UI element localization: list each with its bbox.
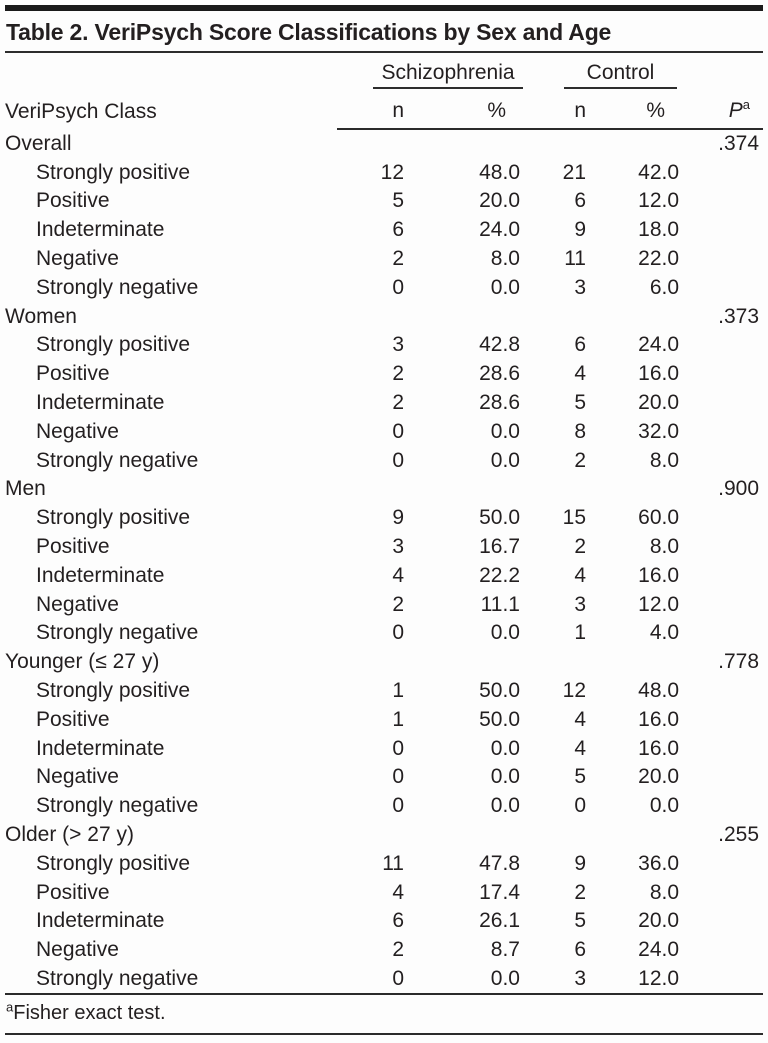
row-label: Indeterminate (36, 736, 165, 760)
column-group-control (524, 53, 683, 89)
cell-n-schizophrenia: 2 (392, 391, 404, 415)
cell-n-control (524, 820, 590, 849)
cell-n-control: 11 (564, 247, 586, 271)
row-label: Strongly positive (36, 506, 191, 530)
cell-p-value (683, 417, 763, 446)
data-row (5, 532, 763, 561)
column-group-label: Control (564, 61, 677, 89)
cell-p-value (683, 158, 763, 187)
cell-pct-schizophrenia (408, 820, 524, 849)
data-row (5, 561, 763, 590)
cell-pct-schizophrenia: 22.2 (479, 563, 520, 587)
data-row (5, 446, 763, 475)
cell-n-control: 6 (574, 333, 586, 357)
cell-p-value (683, 388, 763, 417)
cell-p-value (683, 705, 763, 734)
cell-n-schizophrenia: 11 (382, 851, 404, 875)
row-label: Negative (36, 592, 119, 616)
section-label: Men (5, 477, 46, 501)
cell-p-value (683, 791, 763, 820)
cell-pct-schizophrenia: 0.0 (490, 419, 520, 443)
cell-n-schizophrenia: 3 (392, 535, 404, 559)
row-label: Strongly negative (36, 621, 199, 645)
data-row (5, 791, 763, 820)
cell-n-schizophrenia: 0 (392, 794, 404, 818)
cell-pct-control: 24.0 (638, 333, 680, 357)
section-label: Older (> 27 y) (5, 823, 134, 847)
cell-p-value: .374 (718, 132, 760, 156)
p-symbol: P (728, 99, 743, 122)
cell-pct-schizophrenia: 28.6 (479, 391, 520, 415)
section-row (5, 647, 763, 676)
cell-n-control: 12 (562, 679, 586, 703)
row-label: Indeterminate (36, 563, 165, 587)
column-header-n-schizophrenia: n (337, 89, 408, 129)
cell-n-schizophrenia: 0 (392, 275, 404, 299)
stub-header: VeriPsych Class (5, 100, 157, 123)
cell-n-control (524, 302, 590, 331)
cell-n-schizophrenia (337, 129, 408, 158)
cell-p-value (683, 849, 763, 878)
cell-n-schizophrenia: 2 (392, 362, 404, 386)
cell-n-control: 4 (574, 736, 586, 760)
cell-pct-schizophrenia (408, 302, 524, 331)
data-row (5, 676, 763, 705)
cell-n-control: 4 (574, 362, 586, 386)
row-label: Indeterminate (36, 218, 165, 242)
cell-n-schizophrenia: 3 (392, 333, 404, 357)
cell-pct-schizophrenia: 50.0 (479, 707, 520, 731)
cell-pct-schizophrenia: 47.8 (479, 851, 520, 875)
cell-n-schizophrenia (337, 647, 408, 676)
cell-pct-control: 8.0 (649, 535, 680, 559)
cell-pct-schizophrenia: 20.0 (479, 189, 520, 213)
cell-p-value (683, 907, 763, 936)
cell-pct-schizophrenia: 0.0 (490, 275, 520, 299)
cell-pct-control (590, 820, 683, 849)
cell-pct-schizophrenia: 24.0 (479, 218, 520, 242)
row-label: Strongly negative (36, 794, 199, 818)
cell-pct-control: 20.0 (638, 391, 680, 415)
cell-n-schizophrenia: 4 (392, 880, 404, 904)
section-row (5, 820, 763, 849)
column-group-row (5, 53, 763, 89)
cell-n-control: 21 (562, 160, 586, 184)
cell-pct-control (590, 129, 683, 158)
column-group-spacer (683, 53, 763, 89)
cell-pct-control: 32.0 (638, 419, 680, 443)
cell-pct-schizophrenia: 8.7 (490, 938, 520, 962)
row-label: Strongly positive (36, 679, 191, 703)
cell-n-schizophrenia (337, 302, 408, 331)
cell-n-control (524, 475, 590, 504)
cell-p-value (683, 331, 763, 360)
data-row (5, 244, 763, 273)
cell-n-control: 3 (574, 592, 586, 616)
data-row (5, 907, 763, 936)
cell-n-schizophrenia: 0 (392, 419, 404, 443)
cell-n-schizophrenia: 0 (392, 621, 404, 645)
cell-pct-schizophrenia: 0.0 (490, 967, 520, 990)
cell-n-schizophrenia: 5 (392, 189, 404, 213)
column-group-schizophrenia (337, 53, 524, 89)
row-label: Strongly negative (36, 967, 199, 990)
cell-p-value (683, 619, 763, 648)
row-label: Indeterminate (36, 909, 165, 933)
cell-pct-control: 16.0 (638, 563, 680, 587)
cell-p-value (683, 676, 763, 705)
cell-pct-schizophrenia: 0.0 (490, 621, 520, 645)
row-label: Strongly negative (36, 275, 199, 299)
row-label: Strongly positive (36, 333, 191, 357)
table-title: Table 2. VeriPsych Score Classifications by Sex and Age (5, 11, 763, 53)
cell-n-control: 2 (574, 535, 586, 559)
cell-p-value: .900 (718, 477, 760, 501)
cell-pct-control: 48.0 (638, 679, 680, 703)
cell-pct-control: 24.0 (638, 938, 680, 962)
footnote-marker: a (6, 999, 14, 1015)
data-row (5, 388, 763, 417)
cell-n-schizophrenia: 2 (392, 247, 404, 271)
section-label: Younger (≤ 27 y) (5, 650, 160, 674)
data-row (5, 734, 763, 763)
cell-n-control: 8 (574, 419, 586, 443)
column-header-pct-schizophrenia: % (408, 89, 524, 129)
cell-p-value (683, 187, 763, 216)
cell-n-control: 2 (574, 880, 586, 904)
row-label: Positive (36, 362, 110, 386)
cell-pct-control: 60.0 (638, 506, 680, 530)
section-label: Overall (5, 131, 72, 155)
cell-pct-control: 12.0 (638, 967, 680, 990)
cell-n-schizophrenia: 2 (392, 592, 404, 616)
cell-n-control: 2 (574, 448, 586, 472)
cell-p-value (683, 561, 763, 590)
cell-n-control: 5 (574, 765, 586, 789)
cell-n-schizophrenia: 6 (392, 909, 404, 933)
cell-pct-control: 22.0 (638, 247, 680, 271)
cell-n-control: 4 (574, 563, 586, 587)
cell-pct-control: 18.0 (638, 218, 680, 242)
data-row (5, 158, 763, 187)
cell-p-value (683, 446, 763, 475)
cell-n-schizophrenia: 12 (380, 160, 404, 184)
cell-p-value (683, 532, 763, 561)
cell-pct-control (590, 647, 683, 676)
classification-table (5, 53, 763, 993)
cell-n-control (524, 647, 590, 676)
cell-p-value (683, 964, 763, 993)
table-footnote (5, 993, 763, 1035)
row-label: Negative (36, 938, 119, 962)
cell-n-control: 5 (574, 391, 586, 415)
column-group-label: Schizophrenia (373, 61, 523, 89)
cell-n-schizophrenia (337, 820, 408, 849)
column-header-pct-control: % (590, 89, 683, 129)
data-row (5, 878, 763, 907)
cell-pct-schizophrenia: 8.0 (490, 247, 520, 271)
cell-pct-control: 0.0 (649, 794, 680, 818)
section-row (5, 302, 763, 331)
data-row (5, 935, 763, 964)
cell-pct-control (590, 302, 683, 331)
data-row (5, 705, 763, 734)
cell-pct-control: 42.0 (638, 160, 680, 184)
cell-pct-control: 8.0 (649, 448, 680, 472)
row-label: Positive (36, 707, 110, 731)
cell-n-schizophrenia: 0 (392, 448, 404, 472)
column-header-p-value (683, 89, 763, 129)
data-row (5, 417, 763, 446)
cell-n-control: 3 (574, 967, 586, 990)
row-label: Strongly positive (36, 160, 191, 184)
cell-n-control: 6 (574, 938, 586, 962)
row-label: Negative (36, 419, 119, 443)
cell-n-control: 6 (574, 189, 586, 213)
cell-p-value (683, 503, 763, 532)
cell-n-schizophrenia: 1 (392, 707, 404, 731)
cell-pct-control: 16.0 (638, 362, 680, 386)
row-label: Indeterminate (36, 391, 165, 415)
row-label: Negative (36, 765, 119, 789)
cell-n-control: 9 (574, 851, 586, 875)
row-label: Positive (36, 189, 110, 213)
footnote-text: Fisher exact test. (13, 1001, 166, 1024)
section-row (5, 475, 763, 504)
cell-p-value (683, 215, 763, 244)
cell-pct-schizophrenia: 0.0 (490, 736, 520, 760)
cell-n-schizophrenia: 0 (392, 765, 404, 789)
cell-p-value (683, 590, 763, 619)
cell-pct-schizophrenia (408, 647, 524, 676)
cell-n-control: 3 (574, 275, 586, 299)
section-row (5, 129, 763, 158)
data-row (5, 763, 763, 792)
cell-pct-schizophrenia: 0.0 (490, 765, 520, 789)
data-row (5, 273, 763, 302)
cell-p-value (683, 935, 763, 964)
cell-pct-schizophrenia: 0.0 (490, 448, 520, 472)
cell-pct-schizophrenia: 0.0 (490, 794, 520, 818)
p-superscript: a (742, 97, 751, 112)
cell-n-schizophrenia: 6 (392, 218, 404, 242)
row-label: Positive (36, 880, 110, 904)
cell-pct-control: 36.0 (638, 851, 680, 875)
row-label: Positive (36, 535, 110, 559)
cell-pct-control: 16.0 (638, 707, 680, 731)
cell-p-value (683, 734, 763, 763)
cell-n-control: 5 (574, 909, 586, 933)
cell-n-schizophrenia (337, 475, 408, 504)
cell-p-value (683, 763, 763, 792)
table-header (5, 53, 763, 129)
cell-n-schizophrenia: 0 (392, 967, 404, 990)
section-label: Women (5, 304, 77, 328)
cell-n-schizophrenia: 1 (392, 679, 404, 703)
cell-p-value (683, 878, 763, 907)
row-label: Strongly positive (36, 851, 191, 875)
data-row (5, 331, 763, 360)
data-row (5, 215, 763, 244)
cell-n-schizophrenia: 2 (392, 938, 404, 962)
cell-p-value: .255 (718, 823, 760, 847)
cell-pct-schizophrenia: 48.0 (479, 160, 520, 184)
cell-pct-schizophrenia: 28.6 (479, 362, 520, 386)
cell-n-control: 15 (562, 506, 586, 530)
table-body (5, 129, 763, 993)
row-label: Negative (36, 247, 119, 271)
cell-n-control: 4 (574, 707, 586, 731)
cell-n-control: 0 (574, 794, 586, 818)
cell-pct-control: 8.0 (649, 880, 680, 904)
cell-p-value (683, 273, 763, 302)
cell-p-value (683, 359, 763, 388)
cell-pct-control (590, 475, 683, 504)
cell-pct-control: 12.0 (638, 189, 680, 213)
data-row (5, 187, 763, 216)
cell-n-control: 1 (574, 621, 586, 645)
cell-pct-schizophrenia (408, 129, 524, 158)
cell-n-schizophrenia: 0 (392, 736, 404, 760)
cell-p-value: .373 (718, 304, 760, 328)
cell-n-control (524, 129, 590, 158)
cell-pct-control: 20.0 (638, 765, 680, 789)
row-label: Strongly negative (36, 448, 199, 472)
cell-pct-control: 4.0 (649, 621, 680, 645)
cell-pct-control: 6.0 (649, 275, 680, 299)
data-row (5, 964, 763, 993)
cell-p-value: .778 (718, 650, 760, 674)
cell-pct-schizophrenia: 17.4 (479, 880, 520, 904)
data-row (5, 503, 763, 532)
cell-n-schizophrenia: 9 (392, 506, 404, 530)
cell-pct-schizophrenia: 50.0 (479, 506, 520, 530)
cell-pct-schizophrenia: 26.1 (479, 909, 520, 933)
cell-pct-schizophrenia: 16.7 (479, 535, 520, 559)
cell-pct-control: 12.0 (638, 592, 680, 616)
cell-pct-control: 16.0 (638, 736, 680, 760)
cell-pct-schizophrenia: 11.1 (480, 592, 520, 616)
cell-n-schizophrenia: 4 (392, 563, 404, 587)
data-row (5, 590, 763, 619)
cell-pct-schizophrenia (408, 475, 524, 504)
cell-pct-schizophrenia: 42.8 (479, 333, 520, 357)
cell-pct-control: 20.0 (638, 909, 680, 933)
cell-pct-schizophrenia: 50.0 (479, 679, 520, 703)
column-header-n-control: n (524, 89, 590, 129)
data-row (5, 849, 763, 878)
data-row (5, 359, 763, 388)
cell-p-value (683, 244, 763, 273)
data-row (5, 619, 763, 648)
cell-n-control: 9 (574, 218, 586, 242)
